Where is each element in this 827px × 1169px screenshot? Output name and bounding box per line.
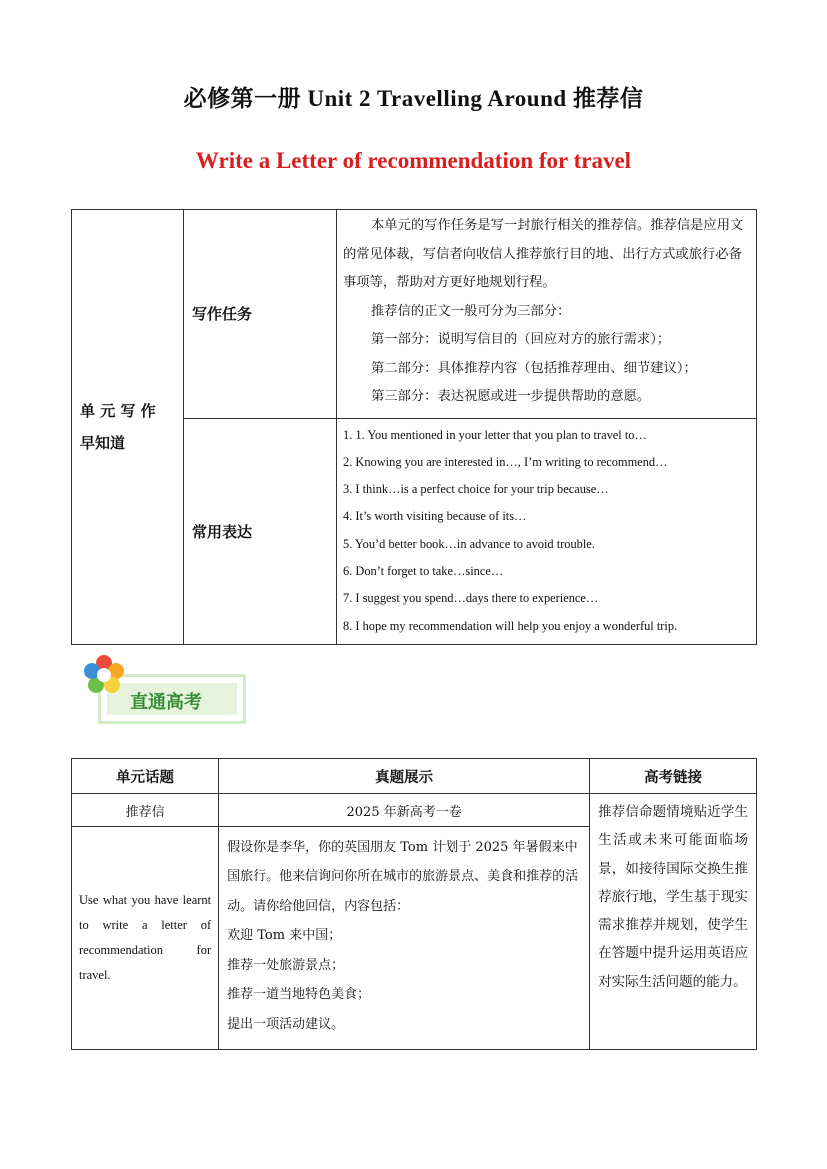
task-paragraph: 推荐信的正文一般可分为三部分： — [371, 303, 571, 319]
list-item: 5. You’d better book…in advance to avoid trouble. — [343, 536, 595, 551]
header-row — [72, 759, 757, 794]
task-paragraph: 第三部分：表达祝愿或进一步提供帮助的意愿。 — [371, 389, 651, 404]
task-row — [72, 210, 757, 419]
prompt-line: 推荐一处旅游景点； — [227, 957, 345, 973]
list-item: 3. I think…is a perfect choice for your trip because… — [343, 482, 609, 497]
section-label: 单 元 写 作 早知道 — [72, 210, 184, 645]
task-content — [337, 210, 757, 419]
header-topic: 单元话题 — [72, 759, 219, 794]
page-subtitle: Write a Letter of recommendation for travel — [195, 148, 632, 173]
unit-writing-table — [71, 209, 757, 645]
task-paragraph: 第一部分：说明写信目的（回应对方的旅行需求）； — [371, 332, 671, 347]
prompt-line: 欢迎 Tom 来中国； — [227, 928, 342, 944]
source-row — [72, 794, 757, 827]
exam-prompt — [219, 827, 590, 1050]
list-item: 4. It’s worth visiting because of its… — [343, 509, 527, 524]
flower-icon — [80, 652, 128, 700]
list-item: 1. 1. You mentioned in your letter that you plan to travel to… — [343, 427, 647, 442]
list-item: 8. I hope my recommendation will help you enjoy a wonderful trip. — [343, 618, 678, 633]
expressions-label: 常用表达 — [184, 418, 337, 644]
exam-source: 2025 年新高考一卷 — [219, 794, 590, 827]
list-item: 2. Knowing you are interested in…, I’m writing to recommend… — [343, 454, 668, 469]
list-item: 7. I suggest you spend…days there to experience… — [343, 591, 599, 606]
prompt-line: 推荐一道当地特色美食； — [227, 987, 371, 1003]
prompt-line: 假设你是李华，你的英国朋友 Tom 计划于 2025 年暑假来中国旅行。他来信询问你所在城市的旅游景点、美食和推荐的活动。请你给他回信，内容包括： — [227, 839, 579, 914]
list-item: 6. Don’t forget to take…since… — [343, 563, 504, 578]
exam-table — [71, 758, 757, 1050]
badge-label: 直通高考 — [130, 692, 202, 713]
page-title: 必修第一册 Unit 2 Travelling Around 推荐信 — [183, 86, 644, 111]
topic-title: 推荐信 — [72, 794, 219, 827]
task-paragraph: 第二部分：具体推荐内容（包括推荐理由、细节建议）； — [371, 360, 697, 376]
exam-link-text: 推荐信命题情境贴近学生生活或未来可能面临场景，如接待国际交换生推荐旅行地，学生基于现实需求推荐并规划，使学生在答题中提升运用英语应对实际生活问题的能力。 — [590, 794, 757, 1050]
prompt-line: 提出一项活动建议。 — [227, 1016, 345, 1032]
task-label: 写作任务 — [184, 210, 337, 419]
task-paragraph: 本单元的写作任务是写一封旅行相关的推荐信。推荐信是应用文的常见体裁，写信者向收信人推荐旅行目的地、出行方式或旅行必备事项等，帮助对方更好地规划行程。 — [343, 218, 744, 290]
expressions-content — [337, 418, 757, 644]
header-link: 高考链接 — [590, 759, 757, 794]
section-badge — [80, 652, 250, 728]
header-exam: 真题展示 — [219, 759, 590, 794]
topic-description: Use what you have learnt to write a letter of recommendation for travel. — [72, 827, 219, 1050]
